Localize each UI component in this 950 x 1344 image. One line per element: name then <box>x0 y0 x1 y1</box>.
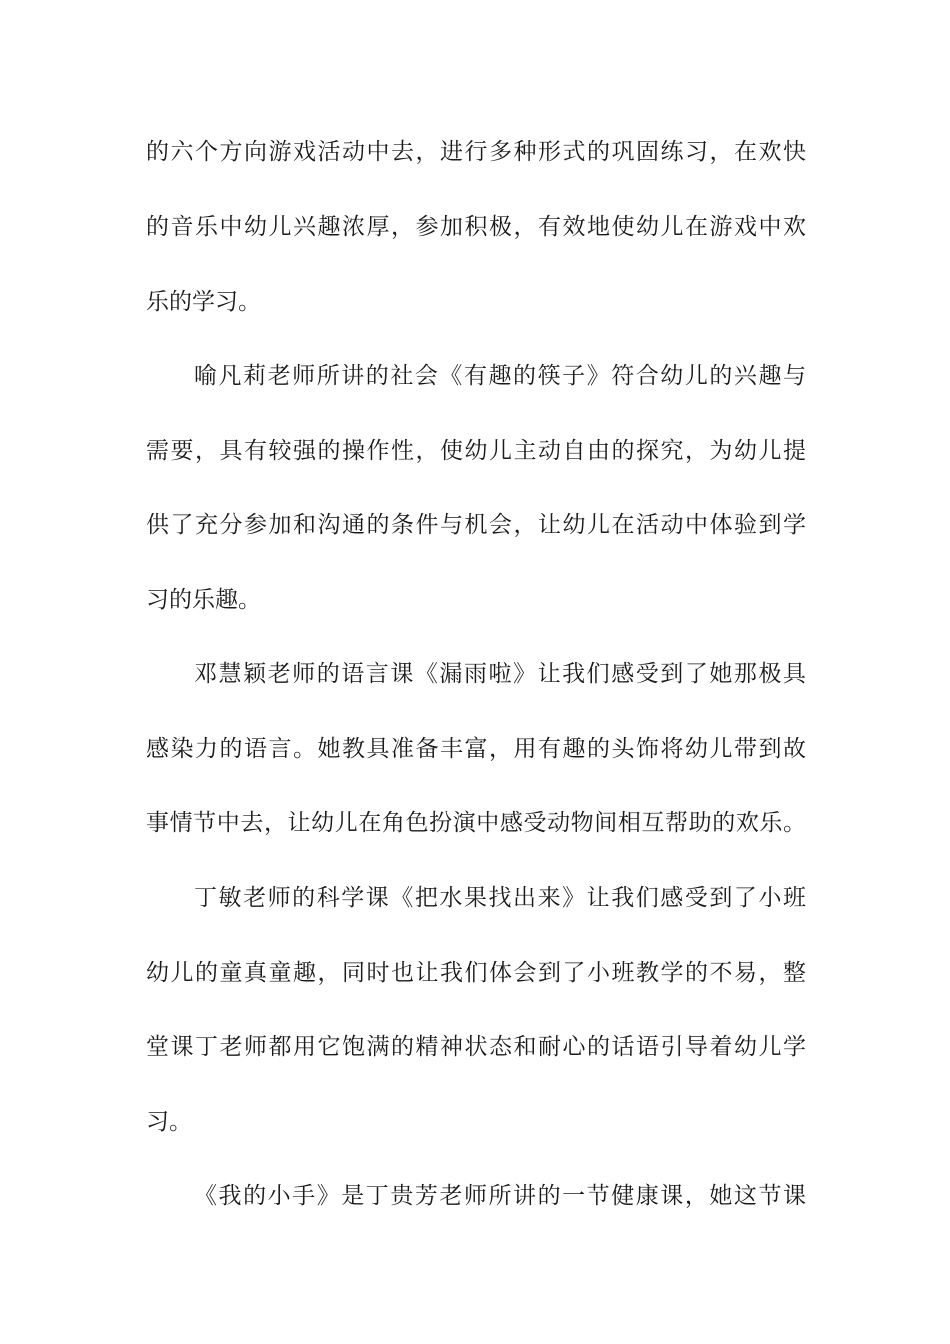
text-line: 幼儿的童真童趣，同时也让我们体会到了小班教学的不易，整 <box>146 960 806 986</box>
text-line: 的音乐中幼儿兴趣浓厚，参加积极，有效地使幼儿在游戏中欢 <box>146 214 806 240</box>
text-line: 需要，具有较强的操作性，使幼儿主动自由的探究，为幼儿提 <box>146 438 806 464</box>
text-line: 堂课丁老师都用它饱满的精神状态和耐心的话语引导着幼儿学 <box>146 1034 806 1060</box>
text-line: 乐的学习。 <box>146 289 261 315</box>
text-line: 习的乐趣。 <box>146 587 261 613</box>
text-line: 供了充分参加和沟通的条件与机会，让幼儿在活动中体验到学 <box>146 512 806 538</box>
paragraph-first-line: 喻凡莉老师所讲的社会《有趣的筷子》符合幼儿的兴趣与 <box>194 363 806 389</box>
paragraph-first-line: 丁敏老师的科学课《把水果找出来》让我们感受到了小班 <box>194 885 806 911</box>
text-line: 的六个方向游戏活动中去，进行多种形式的巩固练习，在欢快 <box>146 139 806 165</box>
paragraph-first-line: 邓慧颖老师的语言课《漏雨啦》让我们感受到了她那极具 <box>194 661 806 687</box>
text-line: 感染力的语言。她教具准备丰富，用有趣的头饰将幼儿带到故 <box>146 736 806 762</box>
text-line: 习。 <box>146 1109 192 1135</box>
text-line: 事情节中去，让幼儿在角色扮演中感受动物间相互帮助的欢乐。 <box>146 810 806 836</box>
paragraph-first-line: 《我的小手》是丁贵芳老师所讲的一节健康课，她这节课 <box>194 1183 806 1209</box>
